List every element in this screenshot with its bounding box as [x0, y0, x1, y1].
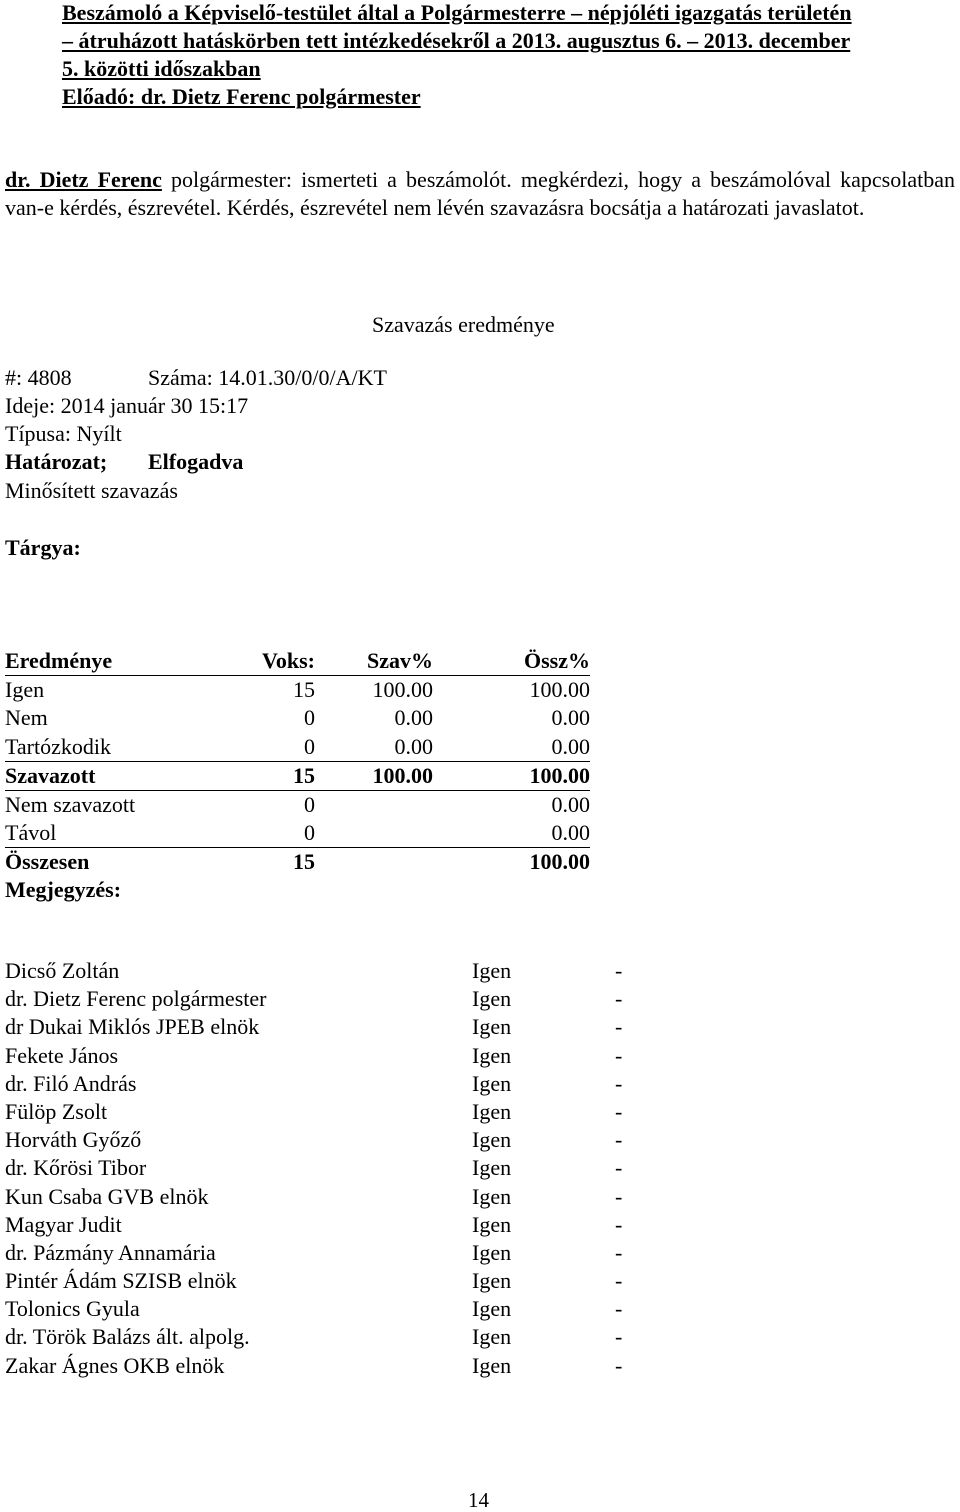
- voter-name: Tolonics Gyula: [5, 1296, 140, 1322]
- results-row: [5, 704, 590, 732]
- results-cell-votes: 0: [304, 705, 315, 731]
- vote-number: Száma: 14.01.30/0/0/A/KT: [148, 365, 387, 390]
- heading-line-1: Beszámoló a Képviselő-testület által a Polgármesterre – népjóléti igazgatás területén: [62, 0, 852, 25]
- heading-line-3: 5. közötti időszakban: [62, 56, 261, 81]
- results-cell-ossz: 100.00: [529, 762, 590, 788]
- voter-vote: Igen: [472, 1070, 512, 1096]
- results-row: [5, 819, 590, 848]
- voter-row: [5, 1126, 645, 1154]
- page-number: 14: [468, 1488, 489, 1512]
- voter-row: [5, 1323, 645, 1351]
- voter-name: Zakar Ágnes OKB elnök: [5, 1352, 225, 1378]
- results-cell-label: Összesen: [5, 849, 90, 875]
- results-table: [5, 647, 590, 877]
- voter-dash: -: [615, 1239, 623, 1265]
- voter-dash: -: [615, 1014, 623, 1040]
- results-cell-ossz: 0.00: [551, 820, 590, 846]
- results-cell-szav: 0.00: [394, 733, 433, 759]
- results-cell-votes: 15: [293, 849, 315, 875]
- vote-note-label: Megjegyzés:: [5, 877, 122, 902]
- voter-vote: Igen: [472, 1296, 512, 1322]
- voter-vote: Igen: [472, 1014, 512, 1040]
- results-cell-votes: 0: [304, 791, 315, 817]
- voter-dash: -: [615, 1155, 623, 1181]
- vote-decision-label: Határozat;: [5, 449, 108, 474]
- voter-row: [5, 1098, 645, 1126]
- voter-vote: Igen: [472, 1127, 512, 1153]
- voter-dash: -: [615, 1268, 623, 1294]
- voter-dash: -: [615, 1183, 623, 1209]
- intro-speaker: dr. Dietz Ferenc: [5, 167, 162, 192]
- voter-vote: Igen: [472, 986, 512, 1012]
- voter-dash: -: [615, 1098, 623, 1124]
- voter-row: [5, 957, 645, 985]
- voter-row: [5, 1154, 645, 1182]
- voter-row: [5, 1295, 645, 1323]
- results-cell-votes: 15: [293, 762, 315, 788]
- voter-dash: -: [615, 958, 623, 983]
- results-cell-label: Szavazott: [5, 762, 96, 788]
- intro-text: polgármester: ismerteti a beszámolót. megkérdezi, hogy a beszámolóval kapcsolatban van-e kérdés, észrevétel. Kérdés, észrevétel nem lévén szavazásra bocsátja a határozati javaslatot.: [5, 167, 955, 220]
- voter-dash: -: [615, 1352, 623, 1378]
- results-row-grand-total: [5, 848, 590, 876]
- results-header-label: Eredménye: [5, 648, 113, 673]
- results-cell-label: Nem szavazott: [5, 791, 136, 817]
- vote-qualified: Minősített szavazás: [5, 478, 178, 503]
- voter-row: [5, 985, 645, 1013]
- results-cell-szav: 100.00: [372, 677, 433, 703]
- voter-name: Magyar Judit: [5, 1211, 122, 1237]
- results-cell-label: Távol: [5, 820, 57, 846]
- voter-name: dr. Dietz Ferenc polgármester: [5, 986, 267, 1012]
- intro-paragraph: [5, 166, 955, 222]
- voter-name: Dicső Zoltán: [5, 958, 120, 983]
- results-cell-ossz: 100.00: [529, 677, 590, 703]
- voter-vote: Igen: [472, 1239, 512, 1265]
- voter-name: dr. Török Balázs ált. alpolg.: [5, 1324, 250, 1350]
- results-row-total-voted: [5, 762, 590, 791]
- voter-vote: Igen: [472, 1352, 512, 1378]
- results-cell-votes: 0: [304, 820, 315, 846]
- results-cell-szav: 0.00: [394, 705, 433, 731]
- voter-name: dr. Filó András: [5, 1070, 137, 1096]
- voter-vote: Igen: [472, 1268, 512, 1294]
- results-cell-label: Igen: [5, 677, 45, 703]
- voter-vote: Igen: [472, 1211, 512, 1237]
- voter-vote: Igen: [472, 1324, 512, 1350]
- vote-decision-status: Elfogadva: [148, 449, 244, 474]
- results-cell-ossz: 0.00: [551, 791, 590, 817]
- results-header-row: [5, 647, 590, 676]
- voter-vote: Igen: [472, 958, 512, 983]
- voter-vote: Igen: [472, 1155, 512, 1181]
- voter-name: dr Dukai Miklós JPEB elnök: [5, 1014, 260, 1040]
- results-cell-ossz: 0.00: [551, 733, 590, 759]
- voter-dash: -: [615, 1127, 623, 1153]
- results-header-szav: Szav%: [367, 648, 433, 673]
- voter-row: [5, 1070, 645, 1098]
- voter-vote: Igen: [472, 1042, 512, 1068]
- voter-row: [5, 1239, 645, 1267]
- voter-dash: -: [615, 1070, 623, 1096]
- results-cell-ossz: 100.00: [529, 849, 590, 875]
- heading-line-2: – átruházott hatáskörben tett intézkedésekről a 2013. augusztus 6. – 2013. december: [62, 28, 851, 53]
- voter-name: Pintér Ádám SZISB elnök: [5, 1268, 237, 1294]
- results-header-votes: Voks:: [262, 648, 315, 673]
- results-header-ossz: Össz%: [524, 648, 590, 673]
- voter-dash: -: [615, 1211, 623, 1237]
- vote-title: Szavazás eredménye: [372, 312, 555, 337]
- vote-type: Típusa: Nyílt: [5, 421, 122, 446]
- voter-row: [5, 1267, 645, 1295]
- voter-name: Fülöp Zsolt: [5, 1098, 108, 1124]
- voter-row: [5, 1183, 645, 1211]
- voter-list: [5, 957, 645, 1380]
- voter-name: Kun Csaba GVB elnök: [5, 1183, 209, 1209]
- voter-name: Horváth Győző: [5, 1127, 142, 1153]
- voter-name: Fekete János: [5, 1042, 119, 1068]
- vote-date: Ideje: 2014 január 30 15:17: [5, 393, 249, 418]
- voter-name: dr. Kőrösi Tibor: [5, 1155, 147, 1181]
- voter-dash: -: [615, 1042, 623, 1068]
- results-cell-label: Tartózkodik: [5, 733, 111, 759]
- voter-name: dr. Pázmány Annamária: [5, 1239, 216, 1265]
- results-cell-szav: 100.00: [372, 762, 433, 788]
- voter-row: [5, 1352, 645, 1380]
- voter-vote: Igen: [472, 1183, 512, 1209]
- results-row: [5, 791, 590, 819]
- results-cell-label: Nem: [5, 705, 48, 731]
- voter-row: [5, 1013, 645, 1041]
- results-cell-votes: 15: [293, 677, 315, 703]
- results-cell-votes: 0: [304, 733, 315, 759]
- results-row: [5, 676, 590, 704]
- presenter-line: Előadó: dr. Dietz Ferenc polgármester: [62, 84, 421, 109]
- vote-subject-label: Tárgya:: [5, 535, 81, 560]
- vote-id: #: 4808: [5, 365, 72, 390]
- voter-row: [5, 1211, 645, 1239]
- voter-vote: Igen: [472, 1098, 512, 1124]
- voter-row: [5, 1042, 645, 1070]
- voter-dash: -: [615, 1296, 623, 1322]
- voter-dash: -: [615, 986, 623, 1012]
- voter-dash: -: [615, 1324, 623, 1350]
- results-cell-ossz: 0.00: [551, 705, 590, 731]
- results-row: [5, 733, 590, 762]
